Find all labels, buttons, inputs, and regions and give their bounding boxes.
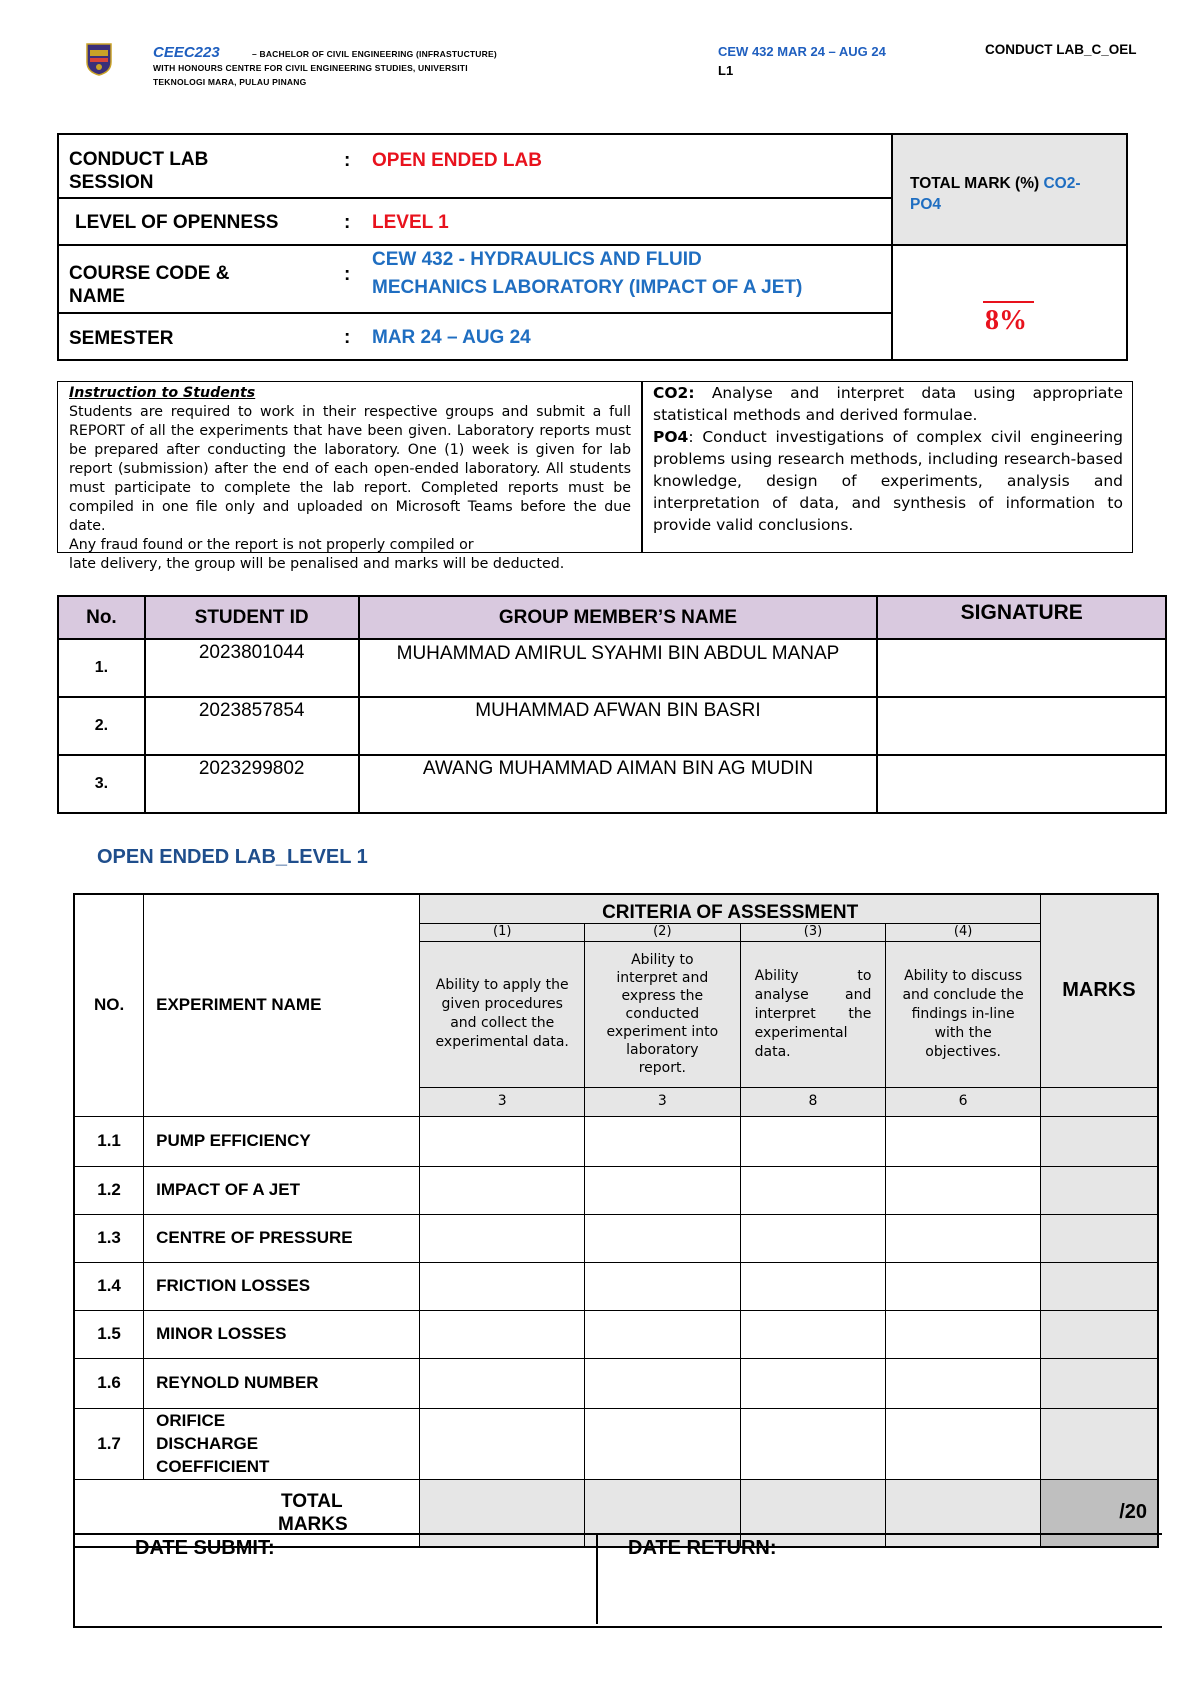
score-cell[interactable]	[740, 1116, 886, 1166]
header-marks: MARKS	[1040, 894, 1158, 1087]
po4-text: : Conduct investigations of complex civil engineering problems using research methods, including research-based knowledge, design of experiments, analysis and interpretation of data, and synthesis of information to provide valid conclusions.	[653, 428, 1123, 534]
course-session: CEW 432 MAR 24 – AUG 24	[718, 44, 886, 59]
total-mark-overline	[983, 301, 1034, 303]
criterion-description: Ability to interpret and express the conducted experiment into laboratory report.	[585, 941, 741, 1087]
semester-value: MAR 24 – AUG 24	[372, 327, 531, 348]
instruction-line-8: late delivery, the group will be penalised and marks will be deducted.	[69, 556, 565, 572]
instruction-line-6: compiled in one file only and uploaded on Microsoft Teams before the due date.	[69, 499, 631, 534]
criterion-number: (3)	[740, 923, 886, 941]
criterion-number: (1)	[420, 923, 585, 941]
institution-line-1: WITH HONOURS CENTRE FOR CIVIL ENGINEERING STUDIES, UNIVERSITI	[153, 63, 468, 73]
experiment-name: FRICTION LOSSES	[144, 1262, 420, 1310]
criterion-weight: 8	[740, 1087, 886, 1116]
score-cell[interactable]	[585, 1214, 741, 1262]
experiment-no: 1.6	[74, 1358, 144, 1408]
score-cell[interactable]	[740, 1262, 886, 1310]
criterion-weight: 6	[886, 1087, 1040, 1116]
criteria-header-row	[74, 894, 1158, 923]
member-name: MUHAMMAD AFWAN BIN BASRI	[359, 697, 878, 755]
member-signature[interactable]	[877, 697, 1166, 755]
experiment-no: 1.4	[74, 1262, 144, 1310]
course-label: COURSE CODE & NAME	[69, 263, 230, 307]
member-no: 3.	[58, 755, 145, 813]
experiment-name: MINOR LOSSES	[144, 1310, 420, 1358]
experiment-row	[74, 1116, 1158, 1166]
openness-label: LEVEL OF OPENNESS	[75, 212, 279, 233]
marks-cell[interactable]	[1040, 1358, 1158, 1408]
experiment-row	[74, 1408, 1158, 1479]
header-experiment-name: EXPERIMENT NAME	[144, 894, 420, 1116]
assessment-table	[73, 893, 1159, 1548]
co2-text: Analyse and interpret data using appropriate statistical methods and derived formulae.	[653, 384, 1123, 424]
score-cell[interactable]	[420, 1262, 585, 1310]
experiment-name: ORIFICE DISCHARGE COEFFICIENT	[144, 1408, 420, 1479]
score-cell[interactable]	[420, 1310, 585, 1358]
score-cell[interactable]	[886, 1166, 1040, 1214]
score-cell[interactable]	[740, 1358, 886, 1408]
instruction-line-4: report (submission) after the end of each open-ended laboratory. All students	[69, 461, 631, 477]
member-no: 1.	[58, 639, 145, 697]
experiment-row	[74, 1358, 1158, 1408]
experiment-name: PUMP EFFICIENCY	[144, 1116, 420, 1166]
semester-colon: :	[344, 327, 351, 348]
score-cell[interactable]	[585, 1358, 741, 1408]
instruction-title: Instruction to Students	[69, 385, 256, 401]
criterion-description: Ability to apply the given procedures and collect the experimental data.	[420, 941, 585, 1087]
experiment-name: IMPACT OF A JET	[144, 1166, 420, 1214]
score-cell[interactable]	[585, 1408, 741, 1479]
member-row	[58, 697, 1166, 755]
header-no: No.	[58, 596, 145, 639]
score-cell[interactable]	[740, 1408, 886, 1479]
institution-line-2: TEKNOLOGI MARA, PULAU PINANG	[153, 77, 307, 87]
criterion-weight: 3	[420, 1087, 585, 1116]
program-code: CEEC223	[153, 44, 220, 61]
member-row	[58, 639, 1166, 697]
score-cell[interactable]	[886, 1358, 1040, 1408]
total-mark-co: CO2-	[1043, 175, 1081, 192]
semester-label: SEMESTER	[69, 328, 174, 349]
course-value-line-2: MECHANICS LABORATORY (IMPACT OF A JET)	[372, 277, 803, 298]
score-cell[interactable]	[886, 1408, 1040, 1479]
instruction-line-1: Students are required to work in their respective groups and submit a full	[69, 404, 631, 420]
members-header-row	[58, 596, 1166, 639]
co2-code: CO2:	[653, 384, 695, 402]
program-name: – BACHELOR OF CIVIL ENGINEERING (INFRASTUCTURE)	[252, 49, 497, 59]
marks-cell[interactable]	[1040, 1262, 1158, 1310]
member-student-id: 2023857854	[145, 697, 359, 755]
instruction-line-3: be prepared after conducting the laboratory. One (1) week is given for lab	[69, 442, 631, 458]
criterion-weight: 3	[585, 1087, 741, 1116]
instruction-line-5: must participate to complete the lab report. Completed reports must be	[69, 480, 631, 496]
total-mark-text: TOTAL MARK (%)	[910, 175, 1040, 192]
member-student-id: 2023299802	[145, 755, 359, 813]
instruction-text	[69, 384, 631, 574]
score-cell[interactable]	[420, 1358, 585, 1408]
experiment-no: 1.1	[74, 1116, 144, 1166]
marks-cell[interactable]	[1040, 1310, 1158, 1358]
score-cell[interactable]	[420, 1408, 585, 1479]
experiment-row	[74, 1214, 1158, 1262]
experiment-name: CENTRE OF PRESSURE	[144, 1214, 420, 1262]
experiment-no: 1.5	[74, 1310, 144, 1358]
assessment-title: OPEN ENDED LAB_LEVEL 1	[97, 846, 368, 868]
experiment-no: 1.3	[74, 1214, 144, 1262]
score-cell[interactable]	[420, 1116, 585, 1166]
marks-cell[interactable]	[1040, 1166, 1158, 1214]
score-cell[interactable]	[886, 1116, 1040, 1166]
university-crest-logo	[86, 42, 112, 76]
member-signature[interactable]	[877, 639, 1166, 697]
member-name: MUHAMMAD AMIRUL SYAHMI BIN ABDUL MANAP	[359, 639, 878, 697]
total-mark-po: PO4	[910, 196, 942, 213]
instruction-line-7: Any fraud found or the report is not properly compiled or	[69, 537, 474, 553]
session-value: OPEN ENDED LAB	[372, 150, 542, 171]
openness-value: LEVEL 1	[372, 212, 449, 233]
outcomes-text	[653, 382, 1123, 536]
score-cell[interactable]	[886, 1310, 1040, 1358]
date-return-label: DATE RETURN:	[628, 1537, 777, 1559]
score-cell[interactable]	[886, 1214, 1040, 1262]
co2-outcome	[653, 382, 1123, 426]
experiment-no: 1.7	[74, 1408, 144, 1479]
total-mark-label	[910, 173, 1115, 215]
course-value-line-1: CEW 432 - HYDRAULICS AND FLUID	[372, 249, 702, 270]
header-exp-no: NO.	[74, 894, 144, 1116]
member-no: 2.	[58, 697, 145, 755]
criterion-number: (4)	[886, 923, 1040, 941]
score-cell[interactable]	[585, 1262, 741, 1310]
header-member-name: GROUP MEMBER’S NAME	[359, 596, 878, 639]
score-cell[interactable]	[740, 1166, 886, 1214]
score-cell[interactable]	[585, 1310, 741, 1358]
criterion-description: Ability to discuss and conclude the findings in-line with the objectives.	[886, 941, 1040, 1087]
po4-code: PO4	[653, 428, 689, 446]
experiment-row	[74, 1166, 1158, 1214]
member-row	[58, 755, 1166, 813]
session-colon: :	[344, 150, 351, 171]
weight-marks-cell	[1040, 1087, 1158, 1116]
group-members-table	[57, 595, 1167, 814]
member-signature[interactable]	[877, 755, 1166, 813]
header-student-id: STUDENT ID	[145, 596, 359, 639]
member-student-id: 2023801044	[145, 639, 359, 697]
po4-outcome	[653, 426, 1123, 536]
experiment-name: REYNOLD NUMBER	[144, 1358, 420, 1408]
document-code: CONDUCT LAB_C_OEL	[985, 42, 1137, 57]
header-criteria: CRITERIA OF ASSESSMENT	[420, 894, 1040, 923]
header-signature: SIGNATURE	[877, 596, 1166, 639]
score-cell[interactable]	[585, 1166, 741, 1214]
marks-cell[interactable]	[1040, 1116, 1158, 1166]
date-submit-label: DATE SUBMIT:	[135, 1537, 275, 1559]
score-cell[interactable]	[740, 1310, 886, 1358]
score-cell[interactable]	[585, 1116, 741, 1166]
score-cell[interactable]	[886, 1262, 1040, 1310]
total-label-line-1: TOTAL	[281, 1490, 343, 1512]
score-cell[interactable]	[420, 1166, 585, 1214]
criterion-description: Ability to analyse and interpret the experimental data.	[740, 941, 886, 1087]
openness-colon: :	[344, 212, 351, 233]
member-name: AWANG MUHAMMAD AIMAN BIN AG MUDIN	[359, 755, 878, 813]
instruction-line-2: REPORT of all the experiments that have been given. Laboratory reports must	[69, 423, 631, 439]
score-cell[interactable]	[420, 1214, 585, 1262]
session-label: CONDUCT LAB SESSION	[69, 149, 209, 193]
experiment-row	[74, 1310, 1158, 1358]
experiment-row	[74, 1262, 1158, 1310]
course-colon: :	[344, 264, 351, 285]
total-mark-value: 8%	[985, 305, 1027, 336]
total-label-line-2: MARKS	[278, 1513, 348, 1535]
score-cell[interactable]	[740, 1214, 886, 1262]
total-marks-value: /20	[1040, 1479, 1158, 1547]
experiment-no: 1.2	[74, 1166, 144, 1214]
criterion-number: (2)	[585, 923, 741, 941]
marks-cell[interactable]	[1040, 1408, 1158, 1479]
level-short: L1	[718, 63, 734, 78]
marks-cell[interactable]	[1040, 1214, 1158, 1262]
